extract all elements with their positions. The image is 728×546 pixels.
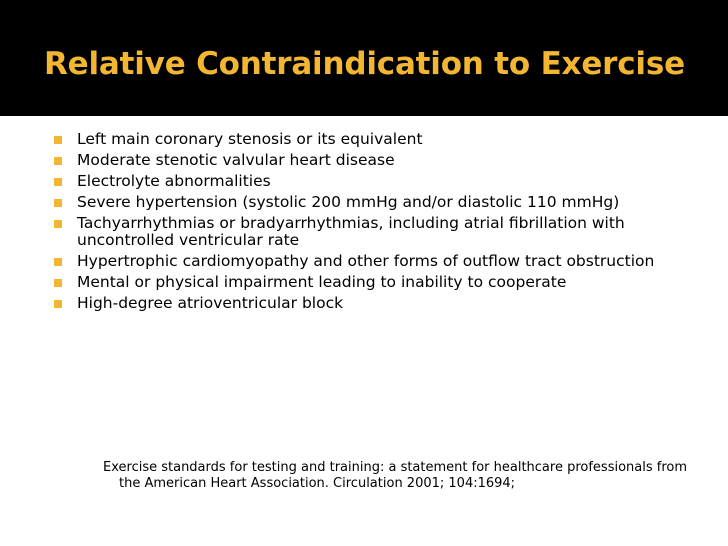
- bullet-text: Hypertrophic cardiomyopathy and other forms of outflow tract obstruction: [77, 252, 655, 270]
- bullet-text: Tachyarrhythmias or bradyarrhythmias, including atrial fibrillation with uncontrolled ventricular rate: [77, 214, 625, 249]
- square-bullet-icon: [54, 279, 62, 287]
- bullet-item: [52, 131, 702, 148]
- bullet-text: Severe hypertension (systolic 200 mmHg and/or diastolic 110 mmHg): [77, 193, 620, 211]
- bullet-list: [52, 131, 702, 316]
- bullet-item: [52, 295, 702, 312]
- square-bullet-icon: [54, 220, 62, 228]
- citation: Exercise standards for testing and training: a statement for healthcare professionals from the American Heart Association. Circulation 2001; 104:1694;: [103, 460, 688, 491]
- bullet-text: Moderate stenotic valvular heart disease: [77, 151, 395, 169]
- bullet-item: [52, 152, 702, 169]
- bullet-text: Mental or physical impairment leading to inability to cooperate: [77, 273, 567, 291]
- bullet-text: Left main coronary stenosis or its equivalent: [77, 130, 423, 148]
- square-bullet-icon: [54, 258, 62, 266]
- bullet-item: [52, 173, 702, 190]
- bullet-item: [52, 274, 702, 291]
- title-bar: [0, 0, 728, 116]
- bullet-item: [52, 194, 702, 211]
- square-bullet-icon: [54, 178, 62, 186]
- bullet-item: [52, 253, 702, 270]
- square-bullet-icon: [54, 136, 62, 144]
- square-bullet-icon: [54, 300, 62, 308]
- square-bullet-icon: [54, 157, 62, 165]
- slide-title: Relative Contraindication to Exercise: [44, 46, 685, 82]
- bullet-item: [52, 215, 702, 249]
- square-bullet-icon: [54, 199, 62, 207]
- bullet-text: High-degree atrioventricular block: [77, 294, 344, 312]
- bullet-text: Electrolyte abnormalities: [77, 172, 271, 190]
